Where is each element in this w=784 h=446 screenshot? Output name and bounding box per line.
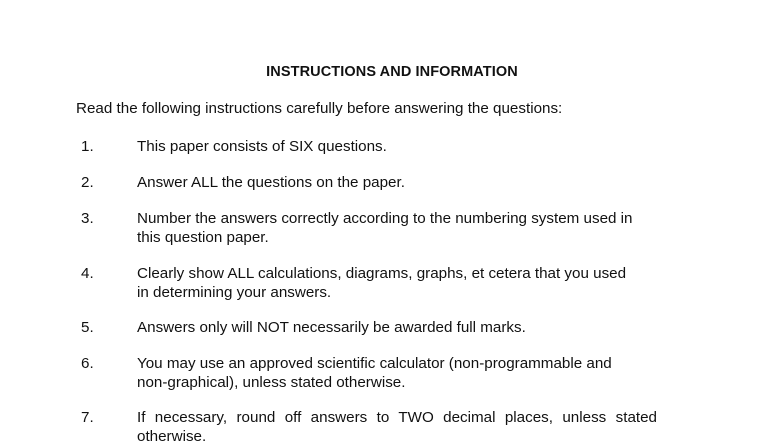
item-line: Clearly show ALL calculations, diagrams, graphs, et cetera that you used: [137, 265, 627, 282]
item-line: non-graphical), unless stated otherwise.: [137, 374, 406, 391]
item-text: [137, 408, 657, 446]
item-number: 3.: [81, 210, 94, 227]
item-number: 5.: [81, 319, 94, 336]
intro-text: Read the following instructions carefully before answering the questions:: [76, 100, 563, 117]
item-line: If necessary, round off answers to TWO decimal places, unless stated: [137, 409, 657, 426]
item-line: otherwise.: [137, 428, 207, 445]
item-text: [137, 354, 657, 392]
item-text: [137, 264, 657, 302]
item-number: 1.: [81, 138, 94, 155]
item-line: in determining your answers.: [137, 284, 332, 301]
page-title: INSTRUCTIONS AND INFORMATION: [266, 64, 518, 80]
item-line: Answers only will NOT necessarily be awarded full marks.: [137, 319, 526, 336]
item-line: Number the answers correctly according to the numbering system used in: [137, 210, 633, 227]
item-number: 2.: [81, 174, 94, 191]
item-number: 4.: [81, 265, 94, 282]
item-text: [137, 209, 657, 247]
item-line: You may use an approved scientific calculator (non-programmable and: [137, 355, 612, 372]
item-line: this question paper.: [137, 229, 269, 246]
item-line: Answer ALL the questions on the paper.: [137, 174, 405, 191]
item-text: [137, 318, 657, 337]
item-text: [137, 137, 657, 156]
item-number: 6.: [81, 355, 94, 372]
item-text: [137, 173, 657, 192]
item-number: 7.: [81, 409, 94, 426]
item-line: This paper consists of SIX questions.: [137, 138, 387, 155]
